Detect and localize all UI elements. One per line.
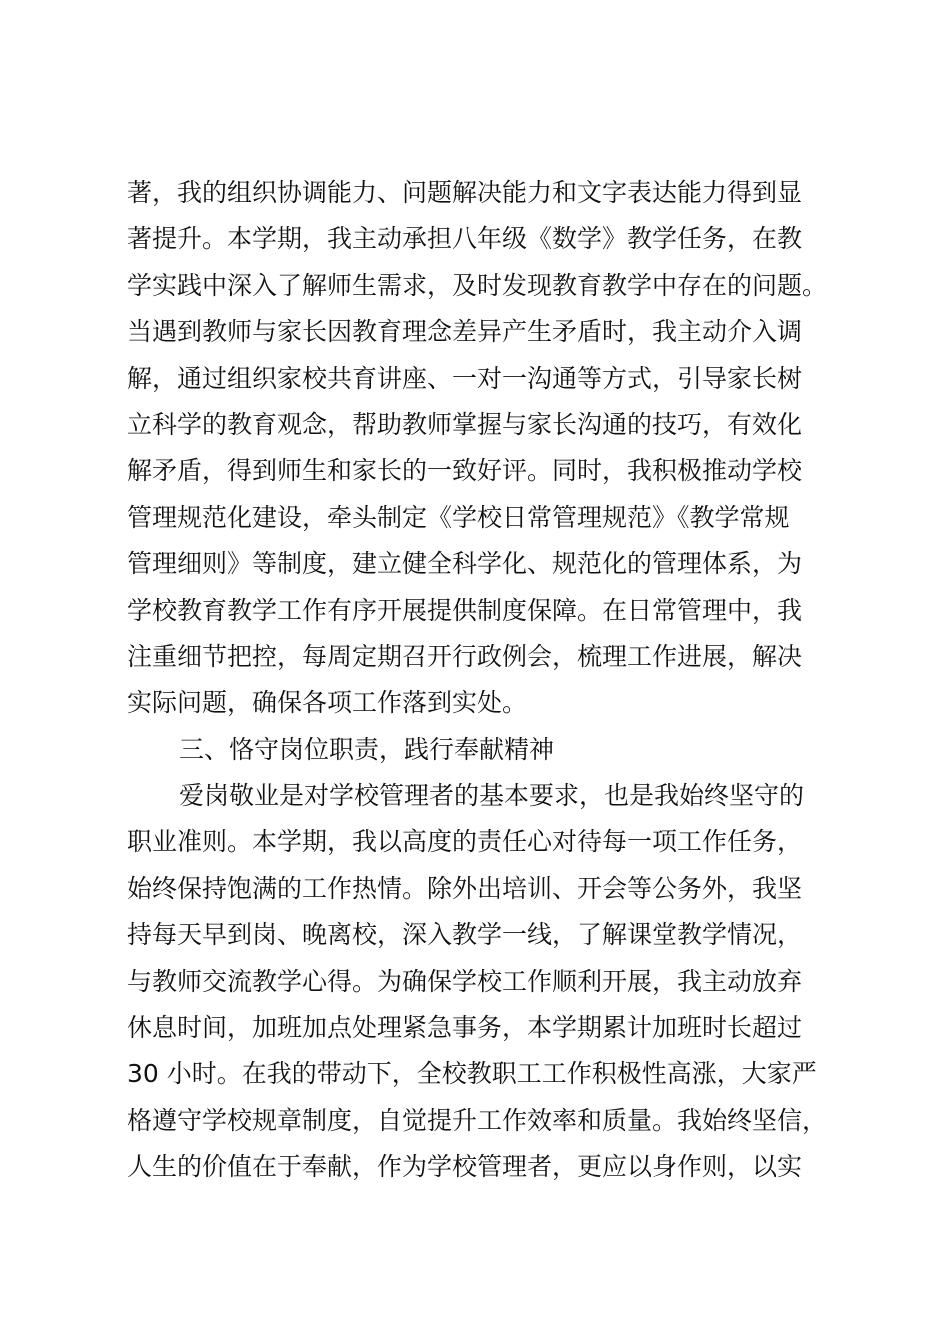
- text-line: 立科学的教育观念，帮助教师掌握与家长沟通的技巧，有效化: [127, 409, 803, 439]
- text-line: 始终保持饱满的工作热情。除外出培训、开会等公务外，我坚: [127, 873, 803, 903]
- text-line: 学校教育教学工作有序开展提供制度保障。在日常管理中，我: [127, 595, 803, 625]
- text-line: 实际问题，确保各项工作落到实处。: [127, 688, 528, 718]
- text-line: 格遵守学校规章制度，自觉提升工作效率和质量。我始终坚信，: [127, 1105, 828, 1135]
- text-line: 著，我的组织协调能力、问题解决能力和文字表达能力得到显: [127, 178, 803, 207]
- text-line: 学实践中深入了解师生需求，及时发现教育教学中存在的问题。: [127, 270, 828, 300]
- text-line: 管理规范化建设，牵头制定《学校日常管理规范》《教学常规: [127, 502, 790, 532]
- text-line: 与教师交流教学心得。为确保学校工作顺利开展，我主动放弃: [127, 966, 803, 996]
- text-line: 解，通过组织家校共育讲座、一对一沟通等方式，引导家长树: [127, 363, 803, 393]
- text-line: 著提升。本学期，我主动承担八年级《数学》教学任务，在教: [127, 224, 803, 254]
- text-line: 解矛盾，得到师生和家长的一致好评。同时，我积极推动学校: [127, 456, 803, 486]
- body-text: [127, 170, 847, 1191]
- text-line: 注重细节把控，每周定期召开行政例会，梳理工作进展，解决: [127, 641, 803, 671]
- text-line: 人生的价值在于奉献，作为学校管理者，更应以身作则，以实: [127, 1152, 803, 1182]
- text-line: 当遇到教师与家长因教育理念差异产生矛盾时，我主动介入调: [127, 317, 803, 347]
- text-line: 持每天早到岗、晚离校，深入教学一线，了解课堂教学情况，: [127, 920, 803, 950]
- section-heading: 三、恪守岗位职责，践行奉献精神: [179, 734, 555, 764]
- text-line: 休息时间，加班加点处理紧急事务，本学期累计加班时长超过: [127, 1013, 803, 1043]
- text-line: 职业准则。本学期，我以高度的责任心对待每一项工作任务，: [127, 827, 803, 857]
- text-line: 30 小时。在我的带动下，全校教职工工作积极性高涨，大家严: [127, 1059, 817, 1089]
- text-line: 管理细则》等制度，建立健全科学化、规范化的管理体系，为: [127, 549, 803, 579]
- text-line: 爱岗敬业是对学校管理者的基本要求，也是我始终坚守的: [179, 781, 805, 811]
